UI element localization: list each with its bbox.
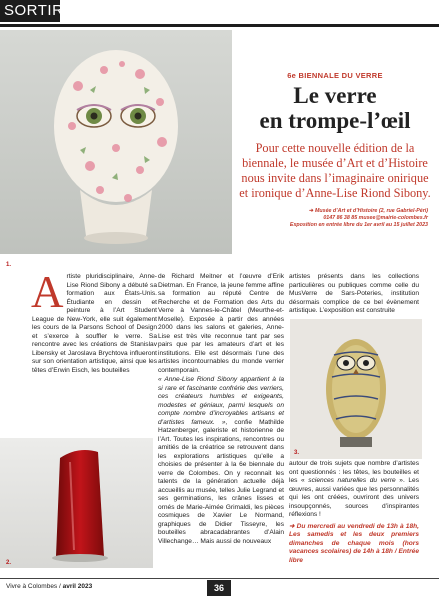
column-2-continuation: confie Mathilde Hatzenberger, galeriste et historienne de l’Art. Toutes les inspirations, rencontres ou amitiés de la créatrice se retrouvent dans les explorations artistiques qu’elle a choisies de présenter à la 6e biennale du verre de Colombes. On y reconnait les talents de la génération actuelle déjà accueillis au musée, telles Julie Legrand et ses germinations, les crânes lisses et ornés de Marie-Aimée Grimaldi, les pièces cosmiques de Xavier Le Normand, graphiques de Didier Tisseyre, les bouteilles abracadabrantes d’Alain Villechange… Mais aussi de nouveaux: [158, 418, 284, 545]
column-3-text-b: ». Les œuvres, aussi variées que les personnalités qui les ont créées, ouvriront des univers insoupçonnés, sources d’inspirantes réflexions !: [289, 477, 420, 518]
column-3-text: artistes présents dans les collections particulières ou publiques comme celle du MusVerre de Sars-Poteries, institution désormais complice de ce bel évènement artistique. L’exposition est construite: [289, 273, 419, 314]
article-deck: Pour cette nouvelle édition de la biennale, le musée d’Art et d’Histoire nous invite dans l’imaginaire onirique et ironique d’Anne-Lise Riond Sibony.: [239, 141, 431, 200]
article-title-line-1: Le verre: [293, 83, 377, 108]
publication-name: Vivre à Colombes: [6, 583, 58, 590]
column-2-paragraph-1: de Richard Meitner et l’œuvre d’Erik Dietman. En France, la jeune femme affine sa formation au réputé Centre de Recherche et de Formation des Arts du Verre à Vannes-le-Châtel (Meurthe-et-Moselle). Exposée à partir des années 2000 dans les salons et galeries, Anne-Lise est très vite reconnue tant par ses pairs que par les amateurs d’art et les institutions. Elle est désormais l’une des artistes incontournables du monde verrier contemporain.: [158, 273, 284, 374]
article-title: [236, 83, 434, 133]
schedule-text: Du mercredi au vendredi de 13h à 18h, Les samedis et les deux premiers dimanches de chaque mois (hors vacances scolaires) de 14h à 18h / Entrée libre: [289, 522, 419, 564]
section-tab: SORTIR: [0, 0, 60, 22]
article-column-3-continued: [289, 460, 419, 566]
schedule-info: [289, 523, 419, 566]
issue-date: avril 2023: [62, 583, 93, 590]
article-title-line-2: en trompe-l’œil: [259, 108, 411, 133]
article-column-1: [31, 267, 157, 375]
arrow-icon: ➜: [289, 522, 297, 530]
photo-number-1: 1.: [6, 262, 12, 268]
drop-cap: A: [31, 267, 64, 317]
footer-rule: [0, 578, 439, 579]
column-3-text-a: autour de trois sujets que nombre d’artistes ont questionnés : les têtes, les bouteilles et les «: [289, 460, 419, 484]
article-kicker: 6e BIENNALE DU VERRE: [287, 71, 383, 80]
column-3-quote: sciences naturelles du verre: [304, 477, 400, 484]
column-1-text: rtiste pluridisciplinaire, Anne-Lise Riond Sibony a débuté sa formation aux États-Unis. Étudiante en dessin et peinture à l’Art Student League de New-York, elle suit également les cours de la Parsons School of Design et s’exerce à souffler le verre. Sa rencontre avec les créations de Stanislav Libensky et Jaroslava Brychtova influeront sur son orientation artistique, ainsi que les têtes d’Erwin Eisch, les bouteilles: [32, 273, 157, 374]
photo-glass-owl: [290, 319, 422, 459]
article-column-3: [289, 273, 419, 317]
page-number: 36: [207, 580, 231, 596]
article-column-2: [158, 273, 284, 547]
info-dates: Exposition en entrée libre du 1er avril au 15 juillet 2023: [289, 222, 428, 228]
info-venue: Musée d’Art et d’Histoire (2, rue Gabriel-Péri): [314, 208, 428, 214]
quote-text: « Anne-Lise Riond Sibony appartient à la si rare et fascinante confrérie des verriers, ces créateurs humbles et exigeants, modestes et géniaux, parmi lesquels on compte nombre d’incroyables artisans et d’artistes fameux. »,: [158, 376, 284, 426]
section-rule: [0, 24, 439, 27]
photo-red-glass: [0, 438, 153, 568]
info-contact: 0147 86 38 85 musee@mairie-colombes.fr: [323, 215, 428, 221]
photo-glass-head: [0, 30, 232, 254]
footer-publication: Vivre à Colombes / avril 2023: [6, 583, 93, 590]
photo-number-2: 2.: [6, 560, 12, 566]
exhibition-info: [230, 208, 428, 229]
photo-number-3: 3.: [294, 450, 300, 456]
column-3-paragraph: [289, 460, 419, 520]
column-2-paragraph-2: [158, 376, 284, 546]
arrow-icon: ➜: [309, 208, 315, 214]
